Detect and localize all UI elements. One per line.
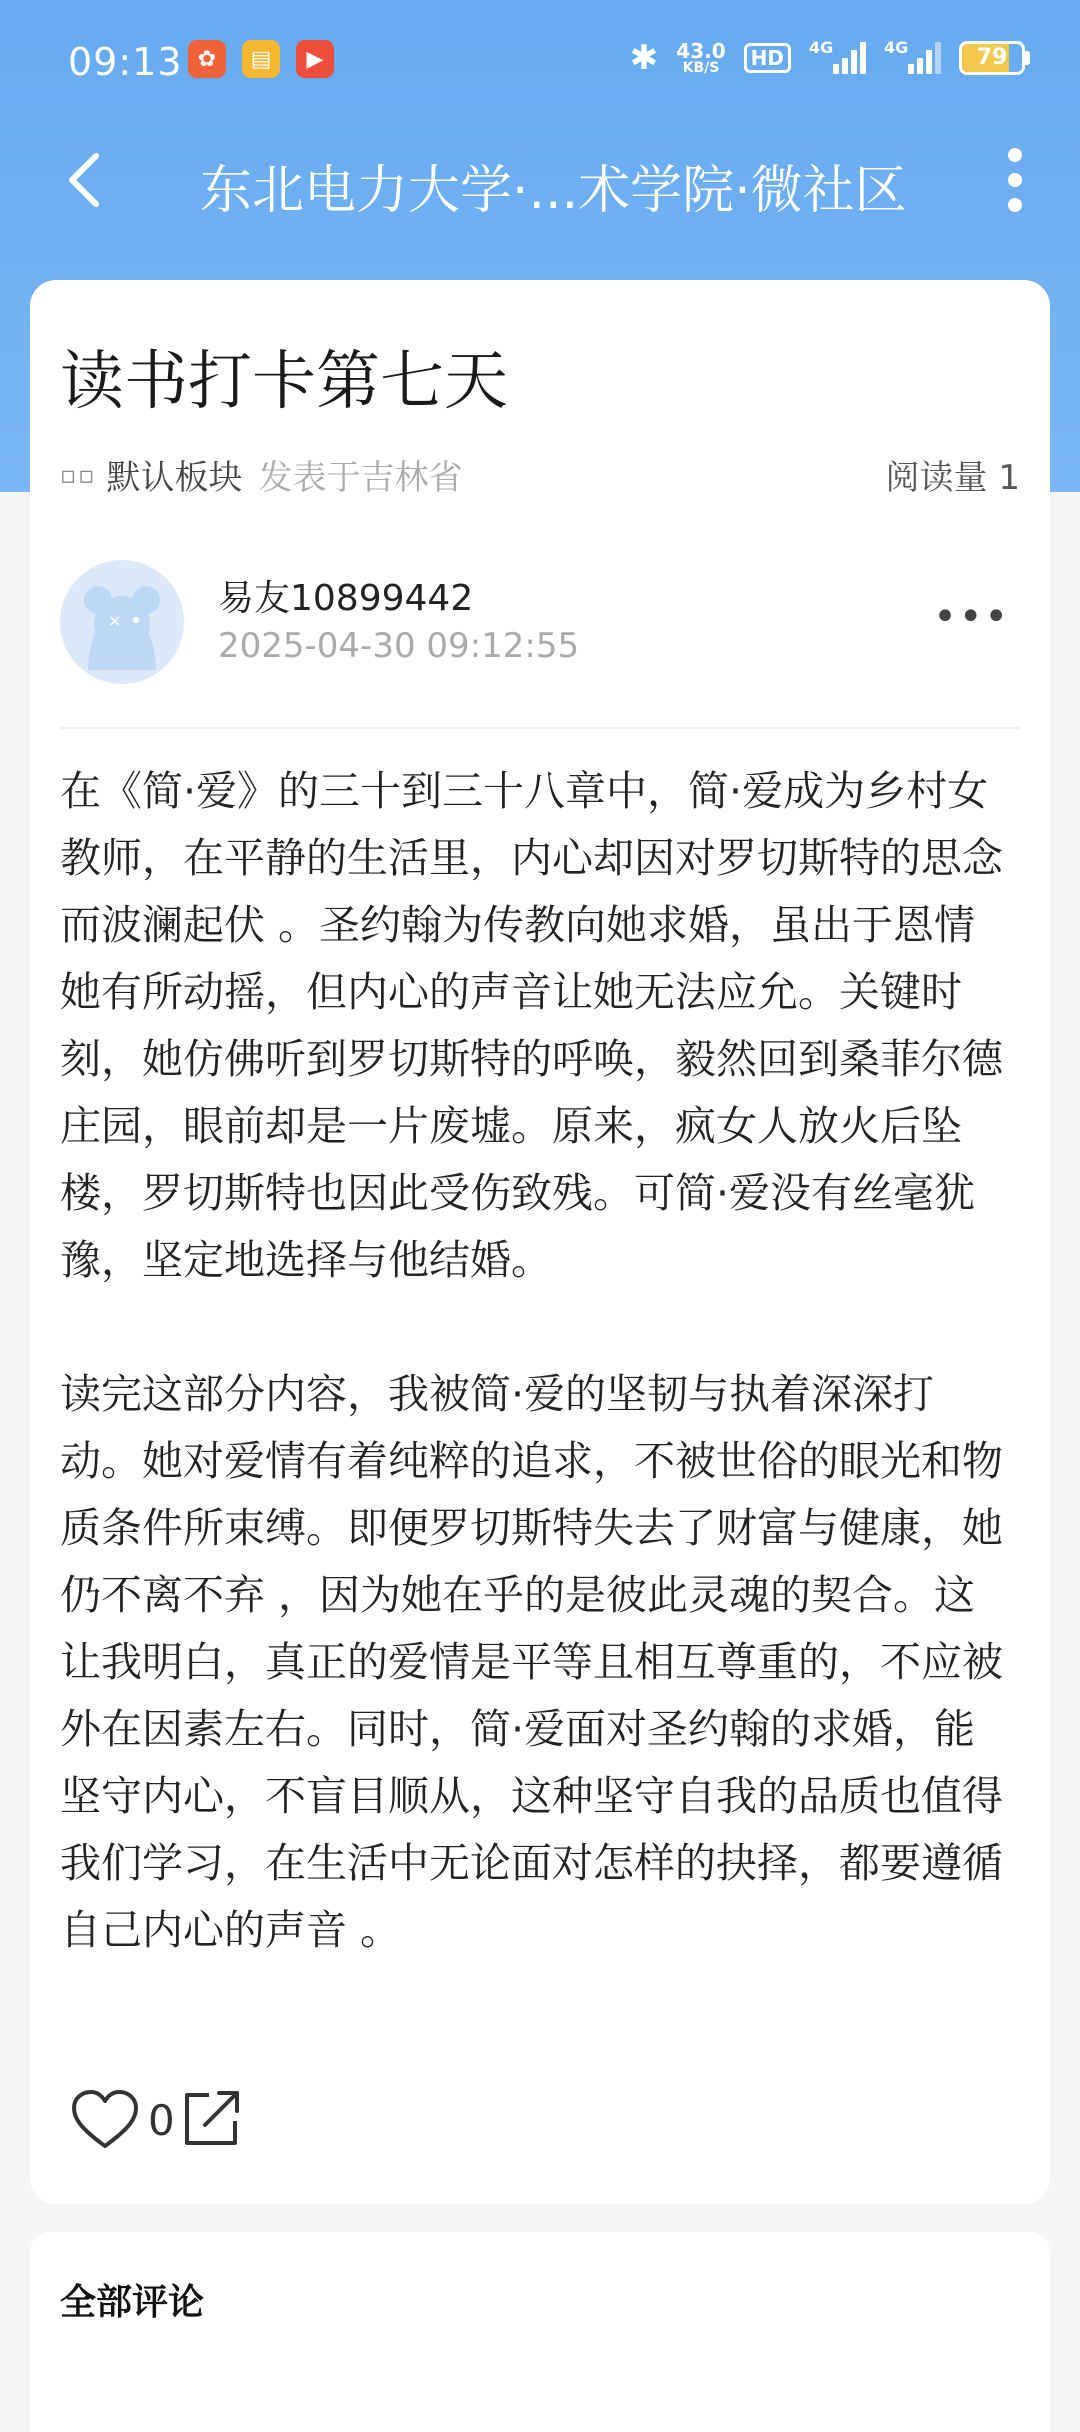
post-paragraph-1: 在《简·爱》的三十到三十八章中，简·爱成为乡村女教师，在平静的生活里，内心却因对罗切斯特的思念而波澜起伏 。圣约翰为传教向她求婚，虽出于恩情她有所动摇，但内心的声音让她无法应允。关键时刻，她仿佛听到罗切斯特的呼唤，毅然回到桑菲尔德庄园，眼前却是一片废墟。原来，疯女人放火后坠楼，罗切斯特也因此受伤致残。可简·爱没有丝毫犹豫，坚定地选择与他结婚。 bbox=[60, 767, 1003, 1284]
status-bar bbox=[0, 0, 1080, 120]
post-meta bbox=[60, 450, 1020, 499]
post-card bbox=[30, 280, 1050, 2204]
signal-icon-sim2 bbox=[884, 38, 941, 74]
status-time: 09:13 bbox=[68, 40, 183, 84]
bear-avatar-icon bbox=[60, 560, 184, 684]
svg-text:×: × bbox=[108, 611, 122, 630]
share-icon bbox=[179, 2085, 245, 2151]
board-link[interactable]: 默认板块 bbox=[106, 458, 243, 498]
app-notification-icon-2: ▤ bbox=[242, 40, 280, 78]
post-title: 读书打卡第七天 bbox=[60, 345, 508, 419]
avatar[interactable] bbox=[60, 560, 184, 684]
hd-badge: HD bbox=[744, 43, 791, 73]
read-count: 阅读量 1 bbox=[885, 458, 1020, 498]
more-vertical-icon bbox=[1008, 148, 1022, 162]
battery-level: 79 bbox=[976, 45, 1008, 70]
author-row bbox=[60, 560, 1020, 690]
comments-section bbox=[30, 2232, 1050, 2432]
post-time: 2025-04-30 09:12:55 bbox=[218, 626, 580, 666]
back-button[interactable] bbox=[56, 150, 116, 210]
post-location: 发表于吉林省 bbox=[258, 458, 463, 498]
like-count: 0 bbox=[148, 2095, 175, 2145]
board-icon: ▫▫ bbox=[60, 460, 97, 489]
post-content bbox=[60, 758, 1010, 2031]
back-arrow-icon bbox=[56, 150, 116, 210]
author-more-button[interactable] bbox=[933, 594, 1010, 640]
more-horizontal-icon: ••• bbox=[933, 594, 1010, 640]
app-notification-icon-1: ✿ bbox=[188, 40, 226, 78]
heart-icon bbox=[70, 2088, 140, 2152]
nav-bar bbox=[0, 120, 1080, 240]
signal-icon-sim1 bbox=[809, 38, 866, 74]
app-notification-icon-3: ▶ bbox=[296, 40, 334, 78]
author-name[interactable]: 易友10899442 bbox=[218, 578, 474, 619]
battery-icon bbox=[959, 41, 1030, 75]
more-button[interactable] bbox=[990, 148, 1040, 212]
share-button[interactable] bbox=[179, 2085, 245, 2155]
sim2-label: 4G bbox=[884, 38, 909, 57]
network-speed-unit: KB/S bbox=[682, 60, 720, 76]
bluetooth-icon: ✱ bbox=[629, 38, 659, 78]
post-paragraph-2: 读完这部分内容，我被简·爱的坚韧与执着深深打动。她对爱情有着纯粹的追求，不被世俗的眼光和物质条件所束缚。即便罗切斯特失去了财富与健康，她仍不离不弃 ，因为她在乎的是彼此灵魂的契合。这让我明白，真正的爱情是平等且相互尊重的，不应被外在因素左右。同时，简·爱面对圣约翰的求婚，能坚守内心，不盲目顺从，这种坚守自我的品质也值得我们学习，在生活中无论面对怎样的抉择，都要遵循自己内心的声音 。 bbox=[60, 1370, 1003, 1954]
comments-title: 全部评论 bbox=[60, 2282, 205, 2323]
network-speed bbox=[676, 41, 725, 75]
post-actions bbox=[70, 2080, 245, 2160]
divider bbox=[60, 727, 1020, 729]
like-button[interactable] bbox=[70, 2088, 175, 2152]
nav-title: 东北电力大学·...术学院·微社区 bbox=[200, 161, 907, 221]
sim1-label: 4G bbox=[809, 38, 834, 57]
network-speed-value: 43.0 bbox=[676, 39, 726, 63]
